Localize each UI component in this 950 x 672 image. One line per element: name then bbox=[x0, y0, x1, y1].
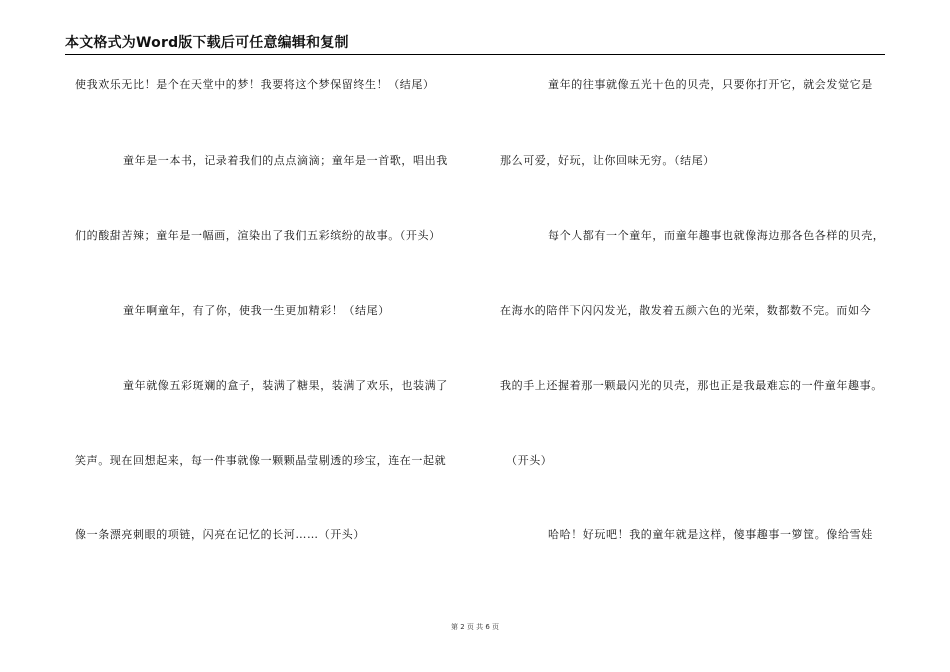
paragraph-line: 童年啊童年，有了你，使我一生更加精彩！（结尾） bbox=[123, 304, 390, 317]
paragraph-line: 像一条漂亮刺眼的项链，闪亮在记忆的长河……（开头） bbox=[75, 528, 365, 541]
paragraph-line: 那么可爱，好玩，让你回味无穷。（结尾） bbox=[500, 154, 715, 167]
paragraph-line: 童年是一本书，记录着我们的点点滴滴；童年是一首歌，唱出我 bbox=[123, 154, 448, 167]
paragraph-line: 使我欢乐无比！是个在天堂中的梦！我要将这个梦保留终生！（结尾） bbox=[75, 78, 435, 91]
paragraph-line: 童年就像五彩斑斓的盒子，装满了糖果，装满了欢乐，也装满了 bbox=[123, 379, 448, 392]
page-number: 第 2 页 共 6 页 bbox=[450, 623, 500, 631]
paragraph-line: 我的手上还握着那一颗最闪光的贝壳，那也正是我最难忘的一件童年趣事。 bbox=[500, 379, 883, 392]
paragraph-line: 们的酸甜苦辣；童年是一幅画，渲染出了我们五彩缤纷的故事。（开头） bbox=[75, 229, 441, 242]
paragraph-line: 哈哈！好玩吧！我的童年就是这样，傻事趣事一箩筐。像给雪娃 bbox=[548, 528, 873, 541]
paragraph-line: 在海水的陪伴下闪闪发光，散发着五颜六色的光荣，数都数不完。而如今 bbox=[500, 304, 872, 317]
paragraph-line: 童年的往事就像五光十色的贝壳，只要你打开它，就会发觉它是 bbox=[548, 78, 873, 91]
paragraph-line: 每个人都有一个童年，而童年趣事也就像海边那各色各样的贝壳， bbox=[548, 229, 885, 242]
paragraph-line: 笑声。现在回想起来，每一件事就像一颗颗晶莹剔透的珍宝，连在一起就 bbox=[75, 454, 447, 467]
page-header bbox=[65, 34, 885, 55]
header-title: 本文格式为Word版下载后可任意编辑和复制 bbox=[65, 35, 349, 51]
paragraph-line: （开头） bbox=[506, 454, 553, 467]
